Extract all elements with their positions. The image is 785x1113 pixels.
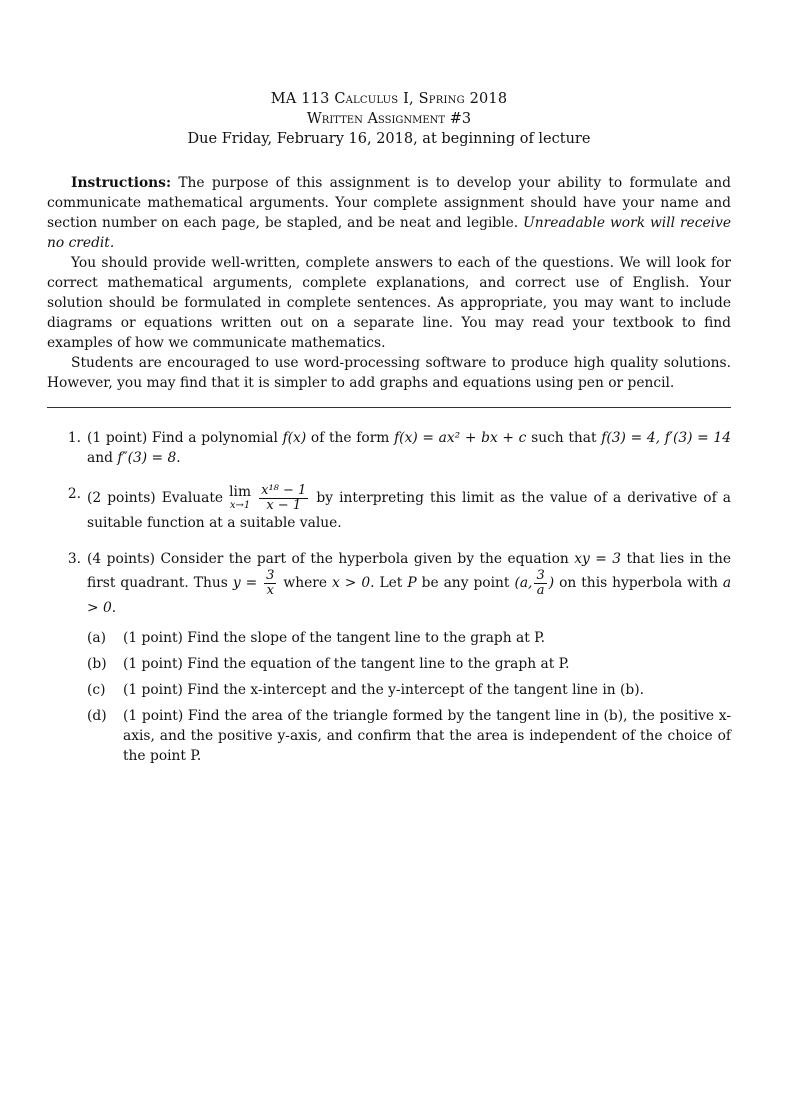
subpart-text: (1 point) Find the x-intercept and the y-intercept of the tangent line in (b). — [123, 682, 645, 698]
problem-list — [47, 428, 731, 772]
math-expr: a > 0. — [87, 575, 732, 616]
problem-text: that lies in the first quadrant. Thus — [87, 551, 732, 591]
problem-3-subparts — [87, 628, 731, 766]
y-fraction — [264, 569, 276, 598]
subpart-a — [87, 628, 731, 648]
math-expr: f(3) = 4, — [601, 430, 661, 446]
math-expr: P — [407, 575, 417, 591]
subpart-label: (c) — [87, 682, 106, 698]
subpart-label: (d) — [87, 708, 107, 724]
problem-2-body — [87, 484, 731, 533]
problem-1-body — [87, 428, 731, 468]
assignment-title: Written Assignment #3 — [306, 111, 472, 127]
math-expr: y = — [232, 575, 258, 591]
fraction-numerator: 3 — [536, 568, 545, 583]
document-page — [0, 89, 785, 1113]
unreadable-warning: Unreadable work will receive no credit. — [47, 215, 731, 251]
math-expr: xy = 3 — [574, 551, 622, 567]
instructions-text: The purpose of this assignment is to develop your ability to formulate and communicate mathematical arguments. Your complete assignment should have your name and section number on each page, be stapled, and be neat and legible. — [47, 175, 732, 231]
problem-1 — [47, 428, 731, 468]
due-date: Due Friday, February 16, 2018, at beginning of lecture — [187, 131, 591, 147]
instructions-paragraph-1 — [47, 173, 731, 253]
problem-text: on this hyperbola with — [559, 575, 718, 591]
instructions-paragraph-3: Students are encouraged to use word-processing software to produce high quality solutions. However, you may find that it is simpler to add graphs and equations using pen or pencil. — [47, 355, 731, 391]
point-fraction — [534, 569, 546, 598]
fraction-denominator: x — [266, 583, 274, 598]
problem-2 — [47, 484, 731, 533]
limit-fraction — [259, 484, 308, 513]
math-expr: f(x) = ax² + bx + c — [394, 430, 527, 446]
problem-text: by interpreting this limit as the value of a derivative of a suitable function at a suitable value. — [87, 490, 732, 531]
problem-text: be any point — [421, 575, 510, 591]
problem-text: such that — [531, 430, 597, 446]
subpart-text: (1 point) Find the equation of the tangent line to the graph at P. — [123, 656, 570, 672]
math-expr: f(x) — [282, 430, 307, 446]
problem-text: Let — [379, 575, 403, 591]
course-title: MA 113 Calculus I, Spring 2018 — [270, 91, 508, 107]
problem-text: (2 points) Evaluate — [87, 490, 224, 506]
limit-operator — [229, 483, 252, 512]
section-divider — [47, 407, 731, 408]
fraction-denominator: x − 1 — [266, 498, 302, 513]
problem-number: 1. — [67, 430, 81, 446]
subpart-label: (b) — [87, 656, 107, 672]
problem-text: of the form — [310, 430, 390, 446]
instructions-paragraph-2: You should provide well-written, complete answers to each of the questions. We will look for correct mathematical arguments, complete explanations, and correct use of English. Your solution should be formulated in complete sentences. As appropriate, you may want to include diagrams or equations written out on a separate line. You may read your textbook to find examples of how we communicate mathematics. — [47, 255, 731, 351]
subpart-text: (1 point) Find the slope of the tangent line to the graph at P. — [123, 630, 546, 646]
fraction-denominator: a — [536, 583, 545, 598]
problem-text: (1 point) Find a polynomial — [87, 430, 278, 446]
problem-text: where — [283, 575, 328, 591]
subpart-b — [87, 654, 731, 674]
problem-number: 3. — [67, 551, 81, 567]
instructions-label: Instructions: — [71, 175, 172, 191]
problem-3 — [47, 549, 731, 772]
subpart-d — [87, 706, 731, 766]
math-expr: ) — [548, 575, 555, 591]
fraction-numerator: 3 — [266, 568, 275, 583]
subpart-label: (a) — [87, 630, 106, 646]
math-expr: x > 0. — [332, 575, 375, 591]
problem-text: and — [87, 450, 113, 466]
subpart-text: (1 point) Find the area of the triangle formed by the tangent line in (b), the positive x-axis, and the positive y-axis, and confirm that the area is independent of the choice of the point P. — [123, 708, 731, 764]
problem-text: (4 points) Consider the part of the hyperbola given by the equation — [87, 551, 569, 567]
fraction-numerator: x¹⁸ − 1 — [261, 483, 307, 498]
limit-word: lim — [229, 483, 252, 500]
math-expr: f″(3) = 8. — [117, 450, 181, 466]
math-expr: f′(3) = 14 — [664, 430, 731, 446]
assignment-header — [47, 89, 731, 149]
subpart-c — [87, 680, 731, 700]
limit-subscript: x→1 — [229, 499, 251, 511]
problem-number: 2. — [67, 486, 81, 502]
math-expr: (a, — [514, 575, 533, 591]
problem-3-body — [87, 549, 731, 772]
